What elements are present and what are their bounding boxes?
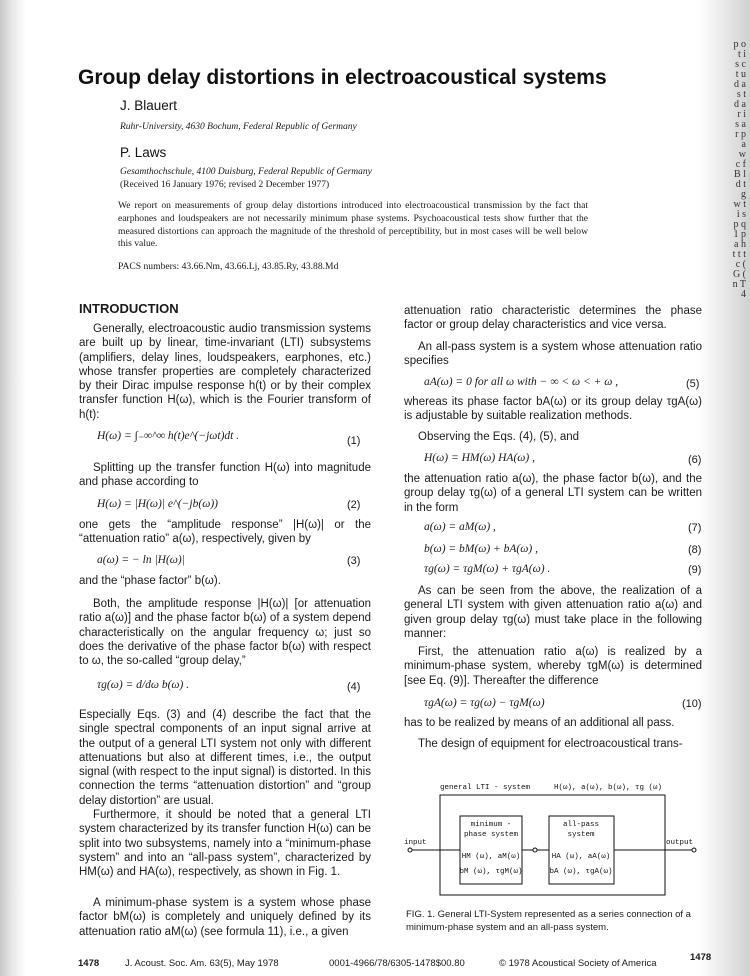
left-column (79, 597, 371, 668)
right-column (404, 395, 702, 424)
figure-1-block-diagram (404, 780, 704, 900)
footer-journal: J. Acoust. Soc. Am. 63(5), May 1978 (125, 958, 279, 969)
box-param-line: HM (ω), aM(ω) (461, 853, 521, 861)
input-terminal (408, 848, 412, 852)
box-param-line: bA (ω), τgA(ω) (549, 868, 613, 876)
left-column (79, 518, 371, 547)
equation-number: (8) (688, 544, 702, 556)
footer-page-number: 1478 (78, 958, 100, 969)
left-column (79, 322, 371, 422)
author-name: P. Laws (120, 145, 167, 160)
equation-number: (1) (347, 435, 361, 447)
paragraph: and the “phase factor” b(ω). (79, 575, 221, 587)
left-column (79, 461, 371, 490)
figure-header-right: H(ω), a(ω), b(ω), τg (ω) (554, 784, 663, 792)
equation-number: (6) (688, 454, 702, 466)
paragraph: Observing the Eqs. (4), (5), and (418, 431, 580, 443)
left-column (79, 808, 371, 879)
box-param-line: HA (ω), aA(ω) (551, 853, 611, 861)
footer-code: 0001-4966/78/6305-1478$00.80 (329, 958, 465, 969)
paragraph: As can be seen from the above, the realization of a general LTI system with given attenuation ratio a(ω) and given group delay τg(ω) must take place in the following manner: (404, 585, 702, 640)
box-title-line: phase system (463, 831, 519, 839)
right-column (404, 472, 702, 515)
section-heading: INTRODUCTION (79, 301, 179, 316)
author-affiliation: Gesamthochschule, 4100 Duisburg, Federal Republic of Germany (120, 167, 372, 177)
figure-header-left: general LTI - system (440, 784, 531, 792)
right-column (404, 304, 702, 333)
equation: H(ω) = HM(ω) HA(ω) , (424, 452, 535, 464)
abstract: We report on measurements of group delay distortions introduced into electroacoustical transmission by the fact that earphones and loudspeakers are not necessarily minimum phase systems. Psychoacoustical tests show further that the measured distortions can approach the magnitude of the threshold of perceptibility, but in most cases will be well below this value. (118, 200, 588, 250)
figure-caption: FIG. 1. General LTI-System represented as a series connection of a minimum-phase system and an all-pass system. (406, 909, 691, 933)
author-name: J. Blauert (120, 98, 178, 113)
paragraph: A minimum-phase system is a system whose phase factor bM(ω) is completely and uniquely defined by its attenuation ratio aM(ω) (see formula 11), i.e., a given (79, 897, 371, 938)
left-column (79, 574, 371, 588)
right-column (404, 716, 702, 730)
right-column (404, 645, 702, 688)
received-date: (Received 16 January 1976; revised 2 December 1977) (120, 180, 330, 190)
equation: a(ω) = − ln |H(ω)| (97, 554, 185, 566)
left-column (79, 708, 371, 808)
pacs-numbers: PACS numbers: 43.66.Nm, 43.66.Lj, 43.85.Ry, 43.88.Md (118, 261, 339, 272)
paper-title: Group delay distortions in electroacoustical systems (78, 66, 607, 89)
equation-number: (5) (686, 378, 700, 390)
equation: aA(ω) = 0 for all ω with − ∞ < ω < + ω , (424, 376, 619, 388)
paragraph: Especially Eqs. (3) and (4) describe the fact that the single spectral components of an input signal arrive at the output of a general LTI system not only with different attenuations but also at different times, i.e., the output signal (with respect to the input signal) is distorted. In this connection the terms “attenuation distortion” and “group delay distortion” are usual. (79, 709, 371, 807)
footer-copyright: © 1978 Acoustical Society of America (499, 958, 657, 969)
paragraph: An all-pass system is a system whose attenuation ratio specifies (404, 341, 702, 368)
box-title-line: all-pass (562, 821, 600, 829)
right-column (404, 340, 702, 369)
footer-page-number-right: 1478 (690, 952, 712, 963)
paragraph: Splitting up the transfer function H(ω) into magnitude and phase according to (79, 462, 371, 489)
paragraph: Furthermore, it should be noted that a general LTI system characterized by its transfer function H(ω) can be split into two subsystems, namely into a “minimum-phase system” and into an “all-pass system”, characterized by HM(ω) and HA(ω), respectively, as shown in Fig. 1. (79, 809, 371, 879)
equation: τg(ω) = τgM(ω) + τgA(ω) . (424, 563, 551, 575)
right-column (404, 584, 702, 641)
left-column (79, 896, 371, 939)
box-title-line: system (567, 831, 595, 839)
equation: τg(ω) = d/dω b(ω) . (97, 679, 190, 691)
scan-left-edge (0, 0, 26, 976)
equation-number: (9) (688, 564, 702, 576)
general-lti-system-box (440, 795, 665, 895)
right-column (404, 737, 702, 751)
paragraph: whereas its phase factor bA(ω) or its group delay τgA(ω) is adjustable by suitable realization methods. (404, 396, 702, 423)
paragraph: has to be realized by means of an additional all pass. (404, 717, 675, 729)
box-param-line: bM (ω), τgM(ω) (459, 868, 523, 876)
junction-terminal (533, 848, 537, 852)
equation-number: (4) (347, 681, 361, 693)
equation-number: (7) (688, 522, 702, 534)
output-label: output (666, 839, 694, 847)
equation-number: (10) (682, 698, 702, 710)
equation-number: (3) (347, 555, 361, 567)
paragraph: the attenuation ratio a(ω), the phase factor b(ω), and the group delay τg(ω) of a general LTI system can be written in the form (404, 473, 702, 514)
equation: H(ω) = ∫₋∞^∞ h(t)e^(−jωt)dt . (97, 430, 240, 442)
equation: H(ω) = |H(ω)| e^(−jb(ω)) (97, 498, 218, 510)
right-column (404, 430, 702, 444)
adjacent-page-margin-text: p o t i s c t u d a s t d a r i s a r p a w c f B l d t g w t i s p q 1 p a h t t t c ( G ( n T 4 (732, 39, 746, 300)
equation: a(ω) = aM(ω) , (424, 521, 496, 533)
equation: b(ω) = bM(ω) + bA(ω) , (424, 543, 538, 555)
equation-number: (2) (347, 499, 361, 511)
equation: τgA(ω) = τg(ω) − τgM(ω) (424, 697, 545, 709)
author-affiliation: Ruhr-University, 4630 Bochum, Federal Republic of Germany (120, 122, 357, 132)
output-terminal (692, 848, 696, 852)
paragraph: one gets the “amplitude response” |H(ω)| or the “attenuation ratio” a(ω), respectively, given by (79, 519, 371, 546)
paragraph: First, the attenuation ratio a(ω) is realized by a minimum-phase system, whereby τgM(ω) is determined [see Eq. (9)]. Thereafter the difference (404, 646, 702, 687)
box-title-line: minimum - (470, 821, 512, 829)
paragraph: Generally, electroacoustic audio transmission systems are built up by linear, time-invariant (LTI) subsystems (amplifiers, delay lines, loudspeakers, earphones, etc.) whose transfer properties are completely characterized by their Dirac impulse response h(t) or by their complex transfer function H(ω), which is the Fourier transform of h(t): (79, 323, 371, 421)
paragraph: The design of equipment for electroacoustical trans- (418, 738, 683, 750)
paragraph: attenuation ratio characteristic determines the phase factor or group delay characteristics and vice versa. (404, 305, 702, 332)
paragraph: Both, the amplitude response |H(ω)| [or attenuation ratio a(ω)] and the phase factor b(ω) of a system depend characteristically on the angular frequency ω; just so does the derivative of the phase factor b(ω) with respect to ω, the so-called “group delay,” (79, 598, 371, 668)
input-label: input (404, 839, 427, 847)
